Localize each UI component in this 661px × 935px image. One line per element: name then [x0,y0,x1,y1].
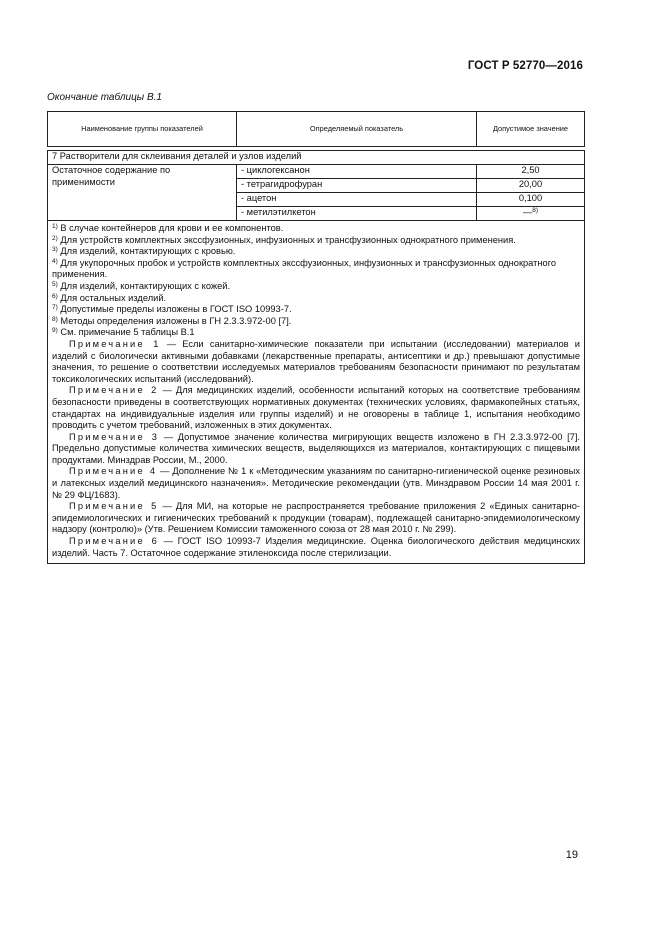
standard-code: ГОСТ Р 52770—2016 [467,60,583,72]
value-cell: 2,50 [477,165,585,179]
footnote-text: Допустимые пределы изложены в ГОСТ ISO 10993-7. [60,304,292,315]
table-row [48,165,585,179]
table-caption: Окончание таблицы В.1 [47,92,162,103]
value-text: — [522,207,533,217]
note-text: — ГОСТ ISO 10993-7 Изделия медицинские. Оценка биологического действия медицинских изделий. Часть 7. Остаточное содержание этиленоксида после стерилизации. [52,536,581,558]
note-label: Примечание 3 [69,431,160,442]
footnote-text: Для остальных изделий. [60,292,167,303]
note-text: — Если санитарно-химические показатели при испытании (исследовании) материалов и изделий с биологически активными добавками (лекарственные препараты, антисептики и др.) превышают допустимые значения, то решение о соответствии исследуемых материалов требованиям безопасности принимают по результатам токсикологических испытаний (исследований). [52,338,580,384]
note-text: — Допустимое значение количества мигрирующих веществ изложено в ГН 2.3.3.972-00 [7]. Предельно допустимые количества химических веществ, выделяющихся из материалов, контактирующих с пищевыми продуктами. Минздрав России, М., 2000. [52,431,580,465]
footnote-text: Для изделий, контактирующих с кровью. [60,246,236,257]
note-text: — Дополнение № 1 к «Методическим указаниям по санитарно-гигиенической оценке резиновых и латексных изделий медицинского назначения». Методические рекомендации (утв. Минздравом России 14 мая 2001 г. № 29 ФЦ/1683). [52,466,580,500]
footnote-number: 7) [52,304,58,312]
column-header-value: Допустимое значение [477,112,585,147]
note-label: Примечание 4 [69,466,158,477]
footnotes-row [48,221,585,564]
note-label: Примечание 6 [69,536,160,547]
footnote [52,223,580,235]
group-label: Остаточное содержание по применимости [48,165,237,221]
footnote-text: Для укупорочных пробок и устройств комплектных экссфузионных, инфузионных и трансфузионных однократного применения. [52,257,557,280]
value-cell: 20,00 [477,179,585,193]
note-text: — Для медицинских изделий, особенности испытаний которых на соответствие требованиям безопасности приведены в соответствующих нормативных документах (технических условиях, фармакопейных статьях, стандартах на индивидуальные изделия или группы изделий) и не оговорены в таблице 1, испытания необходимо проводить с учетом требований, изложенных в этих документах. [52,385,580,431]
footnote [52,304,580,316]
data-table [47,111,585,564]
footnote [52,316,580,328]
footnote [52,281,580,293]
footnote-number: 6) [52,292,58,300]
note-paragraph [52,536,580,559]
footnote-text: В случае контейнеров для крови и ее компонентов. [60,223,284,233]
footnote-text: Для устройств комплектных экссфузионных, инфузионных и трансфузионных однократного применения. [60,234,516,245]
indicator-cell: - метилэтилкетон [237,207,477,221]
note-paragraph [52,501,580,536]
indicator-cell: - тетрагидрофуран [237,179,477,193]
column-header-indicator: Определяемый показатель [237,112,477,147]
footnote-text: Методы определения изложены в ГН 2.3.3.972-00 [7]. [60,315,292,326]
footnote-text: См. примечание 5 таблицы В.1 [60,327,195,338]
footnote-number: 8) [52,315,58,323]
section-title: 7 Растворители для склеивания деталей и узлов изделий [48,151,585,165]
note-paragraph [52,339,580,385]
note-label: Примечание 5 [69,501,159,512]
page-number: 19 [565,849,578,861]
footnote-number: 2) [52,234,58,242]
value-cell [477,207,585,221]
footnote [52,235,580,247]
footnote-list [52,223,580,339]
footnote-number: 4) [52,257,58,265]
footnote-number: 9) [52,327,58,335]
note-paragraph [52,385,580,431]
table-header-row [48,112,585,147]
note-text: — Для МИ, на которые не распространяется требование приложения 2 «Единых санитарно-эпидемиологических и гигиенических требований к продукции (товарам), подлежащей санитарно-эпидемиологическому надзору (контролю)» (Утв. Решением Комиссии таможенного союза от 28 мая 2010 г. № 299). [52,501,580,535]
note-label: Примечание 2 [69,385,159,396]
indicator-cell: - ацетон [237,193,477,207]
footnote-number: 3) [52,246,58,254]
column-header-group: Наименование группы показателей [48,112,237,147]
indicator-cell: - циклогексанон [237,165,477,179]
footnote [52,246,580,258]
footnote-ref: 8) [532,207,539,214]
footnote [52,327,580,339]
value-cell: 0,100 [477,193,585,207]
section-row [48,151,585,165]
footnotes-cell [48,221,585,564]
footnote-text: Для изделий, контактирующих с кожей. [60,280,231,291]
footnote-number: 1) [52,223,58,230]
footnote [52,258,580,281]
note-label: Примечание 1 [69,338,161,349]
note-paragraph [52,466,580,501]
note-list [52,339,580,559]
footnote [52,293,580,305]
footnote-number: 5) [52,280,58,288]
note-paragraph [52,432,580,467]
